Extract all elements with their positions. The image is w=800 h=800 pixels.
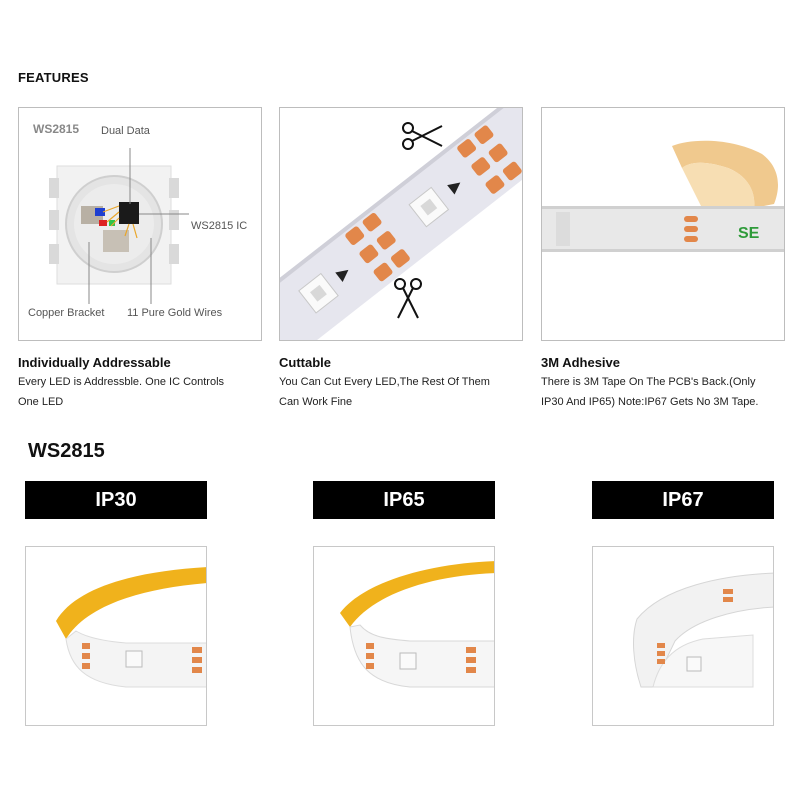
product-title: WS2815: [28, 440, 105, 462]
ic-callout: WS2815 IC: [191, 220, 248, 232]
feature-desc-cuttable-1: You Can Cut Every LED,The Rest Of Them: [279, 376, 490, 388]
variant-image-ip67: [592, 546, 774, 726]
gold-wires-callout: 11 Pure Gold Wires: [127, 307, 223, 319]
feature-desc-addressable-1: Every LED is Addressble. One IC Controls: [18, 376, 225, 388]
feature-title-adhesive: 3M Adhesive: [541, 355, 620, 370]
variant-image-ip30: [25, 546, 207, 726]
feature-title-cuttable: Cuttable: [279, 355, 331, 370]
chip-model-label: WS2815: [33, 122, 80, 136]
feature-desc-adhesive-1: There is 3M Tape On The PCB's Back.(Only: [541, 376, 756, 388]
features-heading: FEATURES: [18, 70, 89, 85]
adhesive-illustration: [542, 108, 785, 341]
scissors-icon-top: [403, 123, 442, 149]
svg-text:SE: SE: [738, 225, 760, 242]
copper-bracket-callout: Copper Bracket: [28, 307, 105, 319]
dual-data-callout: Dual Data: [101, 125, 150, 137]
feature-title-addressable: Individually Addressable: [18, 355, 171, 370]
variant-label-ip30: IP30: [25, 481, 207, 519]
feature-desc-cuttable-2: Can Work Fine: [279, 396, 353, 408]
scissors-icon-bottom: [395, 279, 421, 318]
cut-strip-illustration: [280, 108, 523, 341]
feature-desc-addressable-2: One LED: [18, 396, 64, 408]
chip-diagram-panel: [18, 107, 262, 341]
feature-desc-adhesive-2: IP30 And IP65) Note:IP67 Gets No 3M Tape.: [541, 396, 759, 408]
variant-image-ip65: [313, 546, 495, 726]
variant-label-ip67: IP67: [592, 481, 774, 519]
adhesive-panel: [541, 107, 785, 341]
variant-label-ip65: IP65: [313, 481, 495, 519]
cuttable-panel: [279, 107, 523, 341]
